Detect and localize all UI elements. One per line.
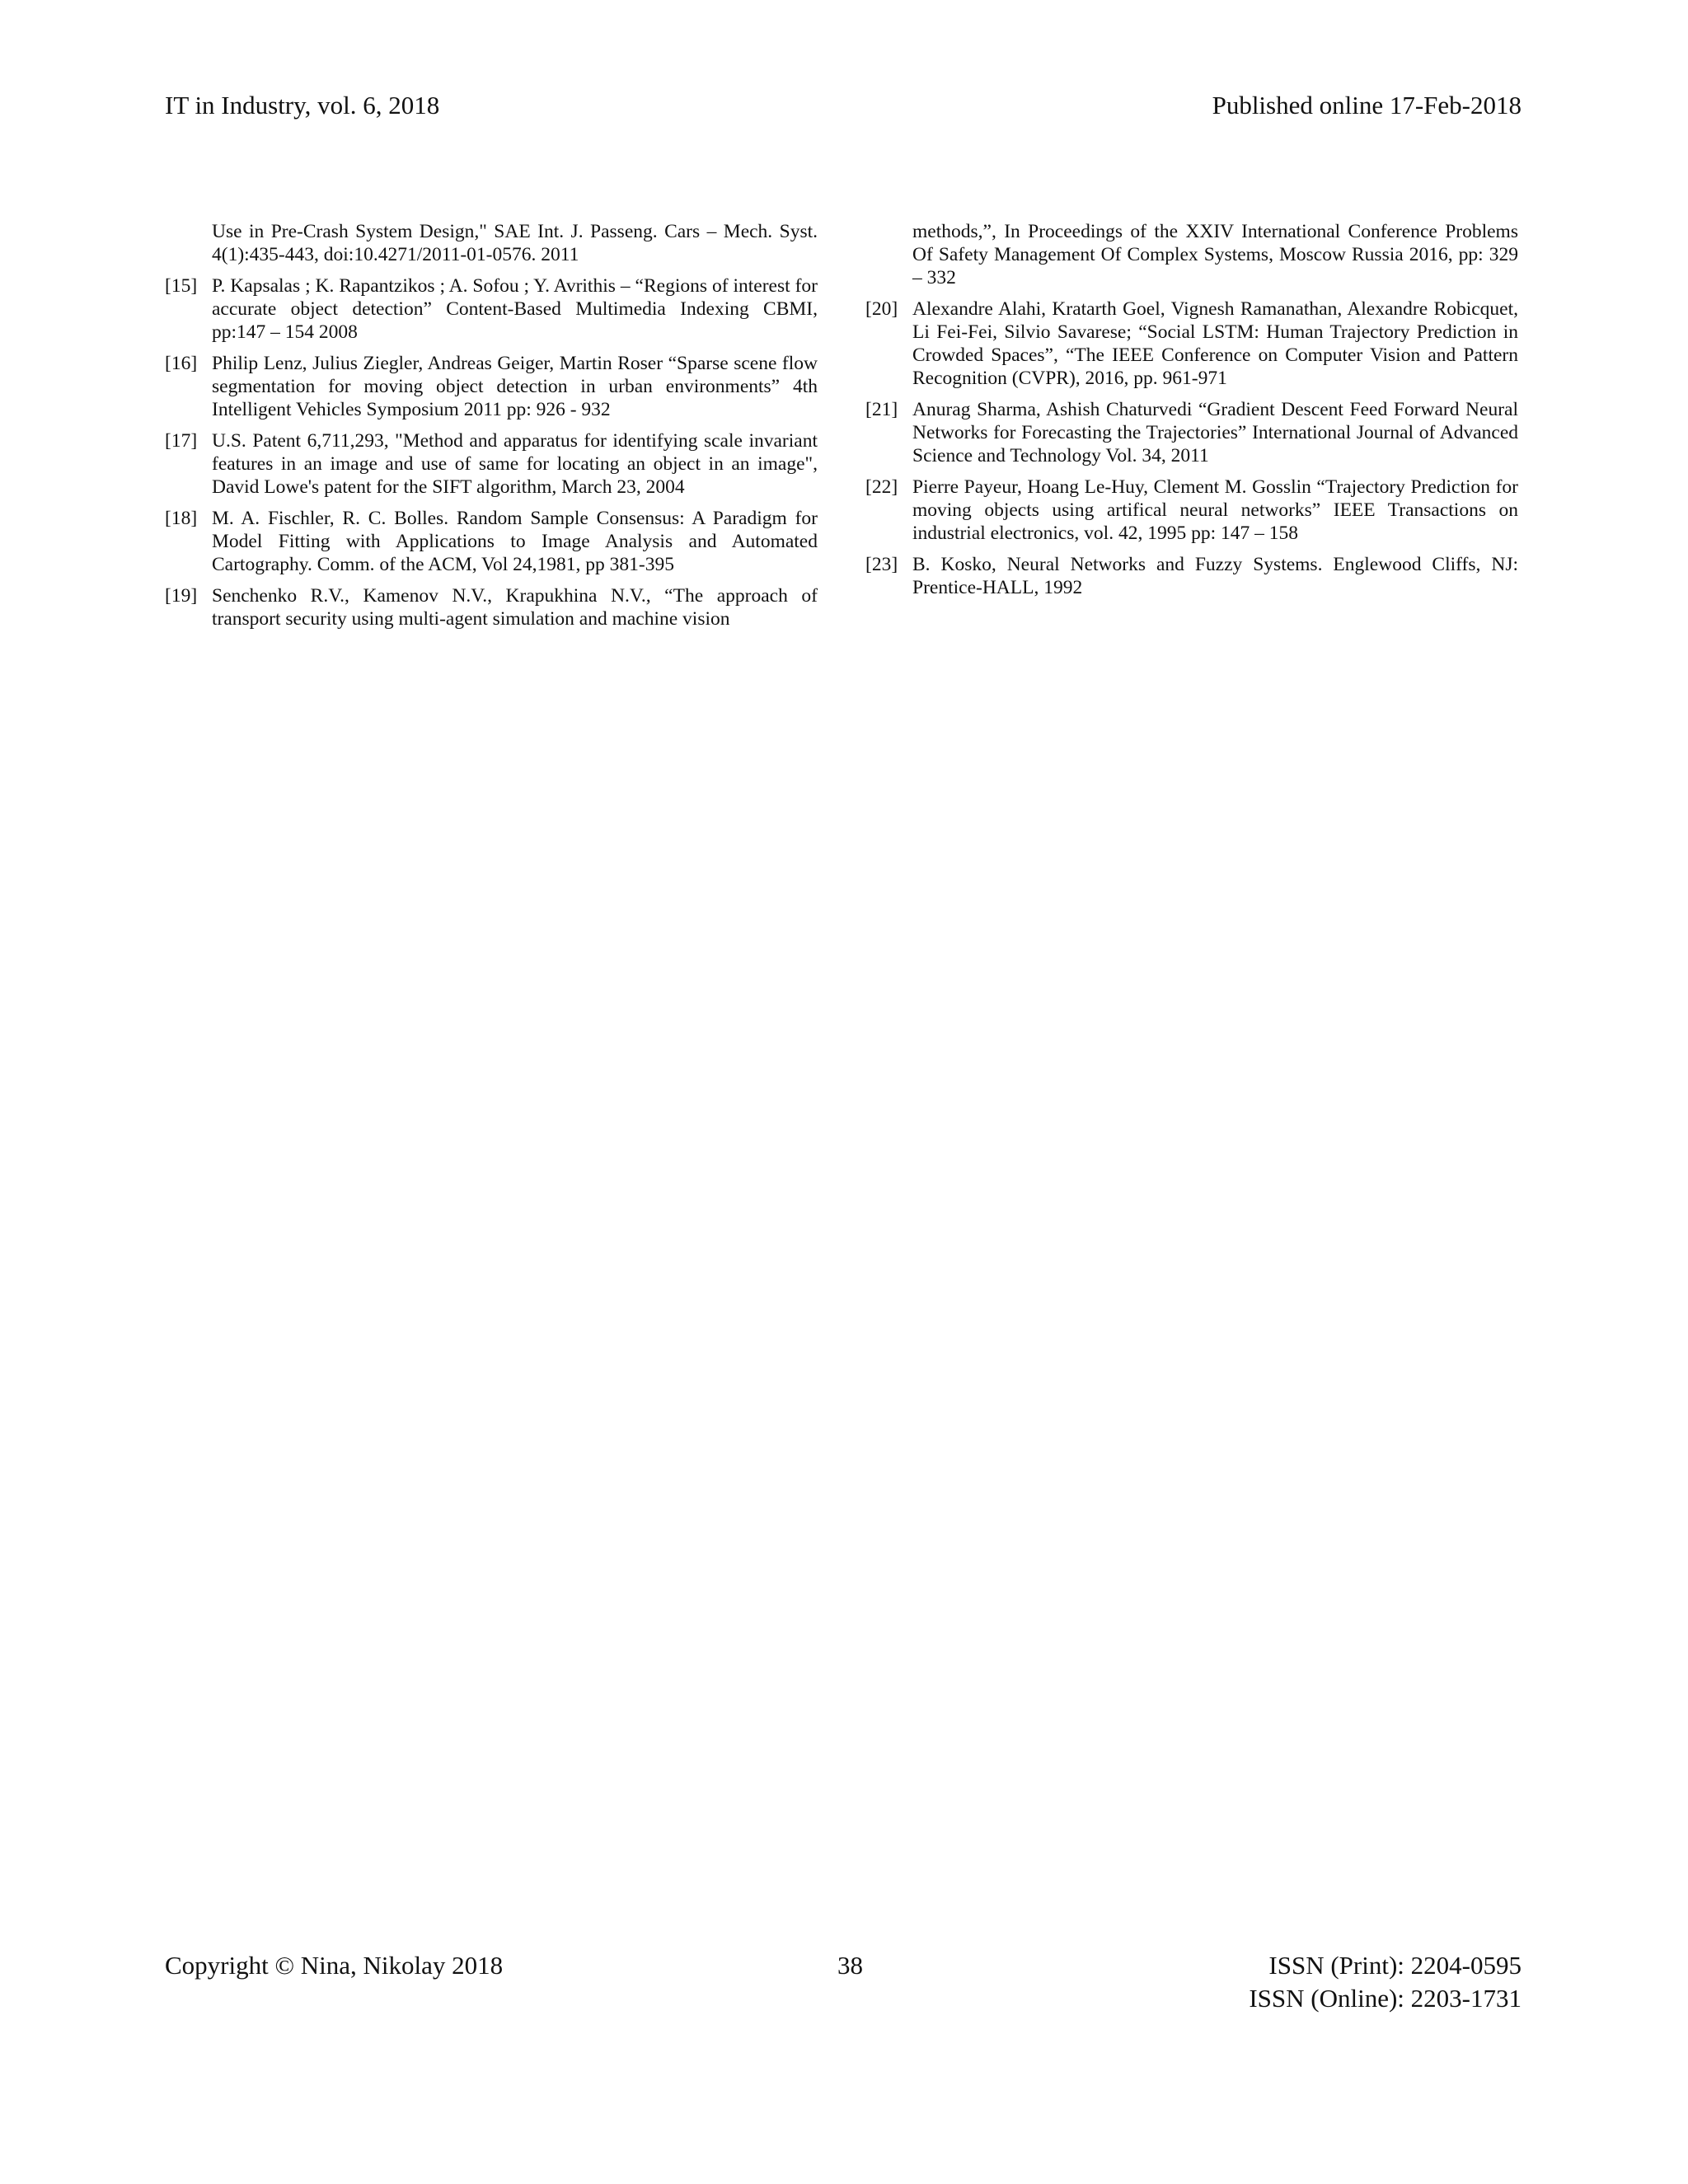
reference-text: U.S. Patent 6,711,293, "Method and apparatus for identifying scale invariant features in an image and use of same for locating an object in an image", David Lowe's patent for the SIFT algorithm, March 23, 2004	[212, 430, 818, 498]
reference-item	[865, 398, 1518, 467]
issn-block	[1249, 1949, 1522, 2015]
reference-number: [16]	[165, 353, 198, 374]
reference-number: [23]	[865, 554, 898, 575]
reference-item	[165, 429, 818, 499]
reference-number: [21]	[865, 399, 898, 420]
reference-number: [19]	[165, 585, 198, 607]
reference-text: Alexandre Alahi, Kratarth Goel, Vignesh Ramanathan, Alexandre Robicquet, Li Fei-Fei, Silvio Savarese; “Social LSTM: Human Trajectory Prediction in Crowded Spaces”, “The IEEE Conference on Computer Vision and Pattern Recognition (CVPR), 2016, pp. 961-971	[912, 298, 1518, 389]
page-number: 38	[837, 1951, 863, 1980]
reference-item	[165, 584, 818, 630]
reference-number: [20]	[865, 298, 898, 320]
issn-print: ISSN (Print): 2204-0595	[1268, 1951, 1522, 1980]
reference-text: Pierre Payeur, Hoang Le-Huy, Clement M. Gosslin “Trajectory Prediction for moving objects using artifical neural networks” IEEE Transactions on industrial electronics, vol. 42, 1995 pp: 147 – 158	[912, 476, 1518, 544]
publication-date: Published online 17-Feb-2018	[1212, 91, 1522, 120]
reference-text: B. Kosko, Neural Networks and Fuzzy Systems. Englewood Cliffs, NJ: Prentice-HALL, 1992	[912, 554, 1518, 598]
copyright-notice: Copyright © Nina, Nikolay 2018	[165, 1951, 504, 1980]
reference-continuation	[165, 220, 818, 266]
issn-online: ISSN (Online): 2203-1731	[1249, 1984, 1522, 2013]
reference-text: Use in Pre-Crash System Design," SAE Int. J. Passeng. Cars – Mech. Syst. 4(1):435-443, doi:10.4271/2011-01-0576. 2011	[212, 221, 818, 265]
reference-item	[165, 274, 818, 344]
reference-number: [17]	[165, 430, 198, 452]
references-left-column	[165, 220, 818, 639]
reference-continuation	[865, 220, 1518, 289]
reference-item	[865, 298, 1518, 390]
reference-item	[165, 507, 818, 576]
reference-item	[165, 352, 818, 421]
reference-item	[865, 476, 1518, 545]
reference-text: methods,”, In Proceedings of the XXIV International Conference Problems Of Safety Management Of Complex Systems, Moscow Russia 2016, pp: 329 – 332	[912, 221, 1518, 288]
reference-number: [18]	[165, 508, 198, 529]
reference-text: M. A. Fischler, R. C. Bolles. Random Sample Consensus: A Paradigm for Model Fitting with Applications to Image Analysis and Automated Cartography. Comm. of the ACM, Vol 24,1981, pp 381-395	[212, 508, 818, 575]
reference-text: Anurag Sharma, Ashish Chaturvedi “Gradient Descent Feed Forward Neural Networks for Forecasting the Trajectories” International Journal of Advanced Science and Technology Vol. 34, 2011	[912, 399, 1518, 466]
reference-item	[865, 553, 1518, 599]
reference-text: Philip Lenz, Julius Ziegler, Andreas Geiger, Martin Roser “Sparse scene flow segmentation for moving object detection in urban environments” 4th Intelligent Vehicles Symposium 2011 pp: 926 - 932	[212, 353, 818, 420]
references-right-column	[865, 220, 1518, 607]
reference-text: Senchenko R.V., Kamenov N.V., Krapukhina N.V., “The approach of transport security using multi-agent simulation and machine vision	[212, 585, 818, 630]
reference-number: [22]	[865, 476, 898, 498]
journal-header: IT in Industry, vol. 6, 2018	[165, 91, 440, 120]
reference-text: P. Kapsalas ; K. Rapantzikos ; A. Sofou ; Y. Avrithis – “Regions of interest for accurate object detection” Content-Based Multimedia Indexing CBMI, pp:147 – 154 2008	[212, 275, 818, 343]
reference-number: [15]	[165, 275, 198, 297]
